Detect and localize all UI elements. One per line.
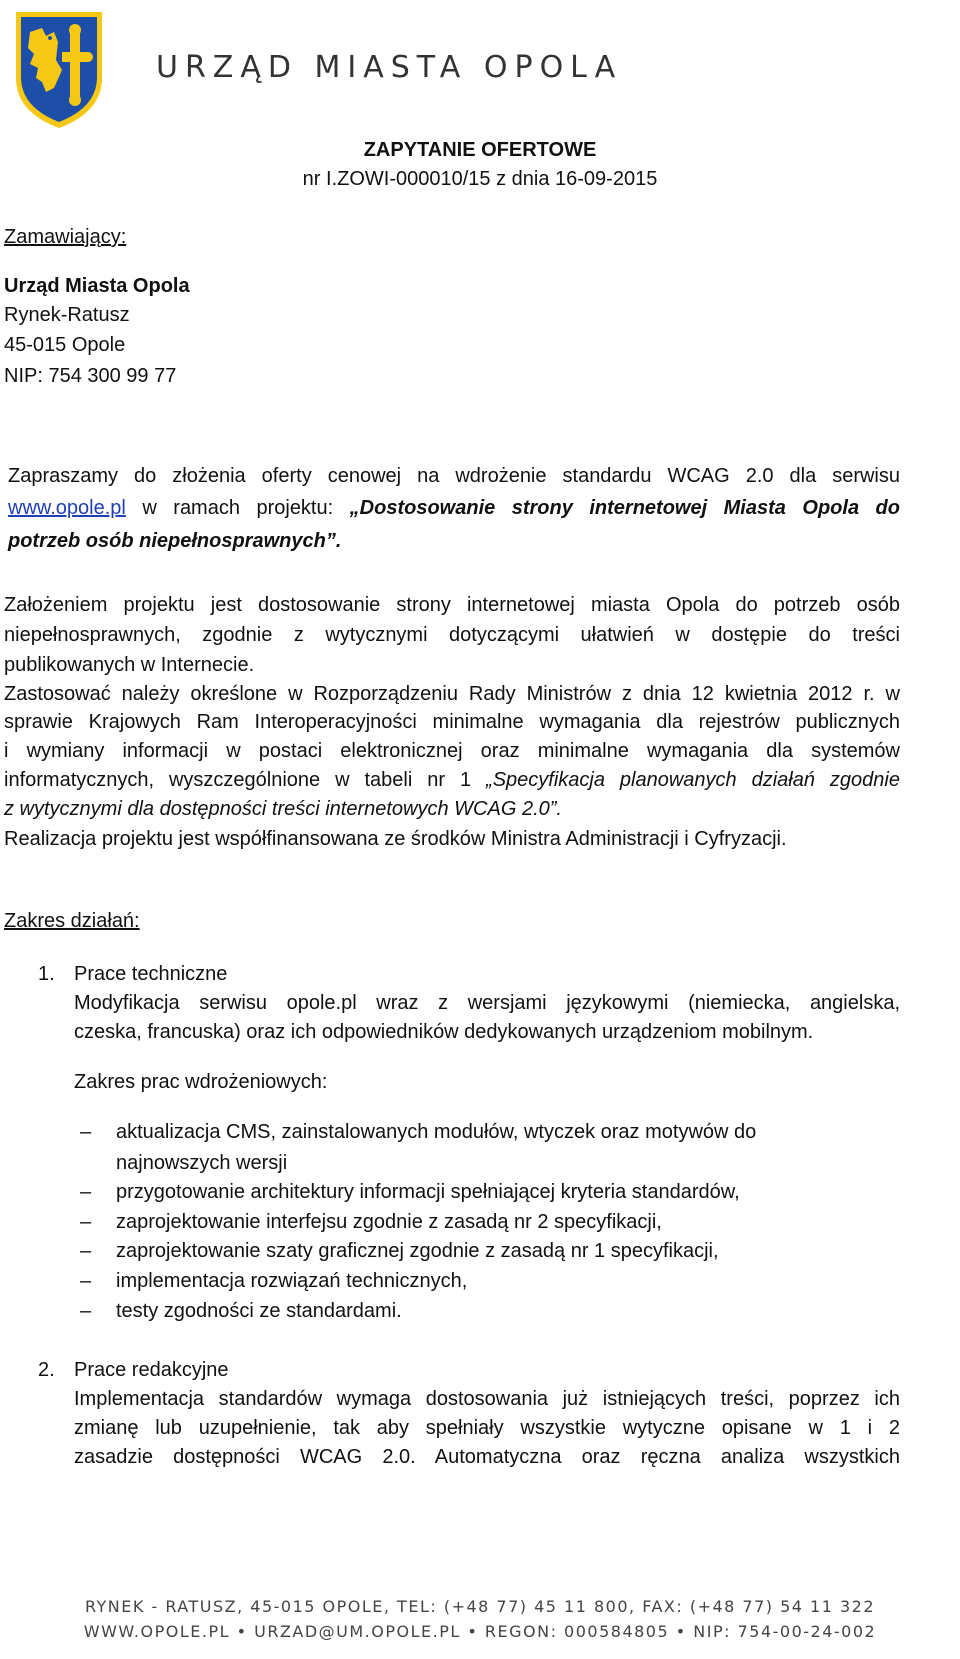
opole-website-link[interactable]: www.opole.pl (8, 497, 126, 519)
dash-bullet: – (80, 1181, 92, 1203)
regulation-line: i wymiany informacji w postaci elektronicznej oraz minimalne wymagania dla systemów (4, 740, 900, 762)
specification-name-part-1: „Specyfikacja planowanych działań zgodnie (486, 769, 900, 791)
client-label: Zamawiający: (4, 226, 127, 248)
document-title: ZAPYTANIE OFERTOWE (363, 139, 597, 161)
task-text: testy zgodności ze standardami. (116, 1300, 402, 1322)
client-name: Urząd Miasta Opola (4, 275, 190, 297)
dash-bullet: – (80, 1121, 92, 1143)
opole-coat-of-arms-logo (12, 8, 106, 130)
regulation-line-text: informatycznych, wyszczególnione w tabeli nr 1 (4, 769, 487, 791)
funding-note: Realizacja projektu jest współfinansowana ze środków Ministra Administracji i Cyfryzacji. (4, 828, 787, 850)
item-2-number: 2. (38, 1359, 55, 1381)
task-list-item (80, 1266, 870, 1297)
item-1-number: 1. (38, 963, 55, 985)
footer-contacts: WWW.OPOLE.PL • URZAD@UM.OPOLE.PL • REGON: 000584805 • NIP: 754-00-24-002 (83, 1622, 877, 1641)
task-text: przygotowanie architektury informacji spełniającej kryteria standardów, (116, 1181, 740, 1203)
office-name-wordmark: URZĄD MIASTA OPOLA (156, 50, 623, 85)
scope-label: Zakres działań: (4, 910, 140, 932)
task-list-item (80, 1296, 870, 1327)
client-city: 45-015 Opole (4, 334, 126, 356)
specification-name-part-2: z wytycznymi dla dostępności treści internetowych WCAG 2.0”. (4, 798, 562, 820)
document-number: nr I.ZOWI-000010/15 z dnia 16-09-2015 (302, 168, 658, 190)
item-2-title: Prace redakcyjne (74, 1359, 229, 1381)
item-2-description: zasadzie dostępności WCAG 2.0. Automatyczna oraz ręczna analiza wszystkich (74, 1446, 900, 1468)
task-list-item (80, 1117, 870, 1179)
task-list-item (80, 1236, 870, 1267)
intro-line: Założeniem projektu jest dostosowanie strony internetowej miasta Opola do potrzeb osób (4, 594, 900, 616)
task-text: zaprojektowanie szaty graficznej zgodnie z zasadą nr 1 specyfikacji, (116, 1240, 719, 1262)
task-text: zaprojektowanie interfejsu zgodnie z zasadą nr 2 specyfikacji, (116, 1211, 662, 1233)
task-list-item (80, 1207, 870, 1238)
item-1-title: Prace techniczne (74, 963, 228, 985)
dash-bullet: – (80, 1300, 92, 1322)
dash-bullet: – (80, 1240, 92, 1262)
intro-line: niepełnosprawnych, zgodnie z wytycznymi dotyczącymi ułatwień w dostępie do treści (4, 624, 900, 646)
footer-address: RYNEK - RATUSZ, 45-015 OPOLE, TEL: (+48 77) 45 11 800, FAX: (+48 77) 54 11 322 (84, 1597, 876, 1616)
invitation-line-2-text: w ramach projektu: (125, 497, 350, 519)
item-1-description: Modyfikacja serwisu opole.pl wraz z wersjami językowymi (niemiecka, angielska, (74, 992, 900, 1014)
invitation-line-1: Zapraszamy do złożenia oferty cenowej na wdrożenie standardu WCAG 2.0 dla serwisu (8, 465, 900, 487)
regulation-line: Zastosować należy określone w Rozporządzeniu Rady Ministrów z dnia 12 kwietnia 2012 r. w (4, 683, 900, 705)
invitation-line-2 (8, 493, 900, 524)
regulation-line: sprawie Krajowych Ram Interoperacyjności minimalne wymagania dla rejestrów publicznych (4, 711, 900, 733)
item-2-description: Implementacja standardów wymaga dostosowania już istniejących treści, poprzez ich (74, 1388, 900, 1410)
dash-bullet: – (80, 1270, 92, 1292)
task-text: implementacja rozwiązań technicznych, (116, 1270, 468, 1292)
item-2-description: zmianę lub uzupełnienie, tak aby spełniały wszystkie wytyczne opisane w 1 i 2 (74, 1417, 900, 1439)
task-list-item (80, 1177, 870, 1208)
dash-bullet: – (80, 1211, 92, 1233)
project-name-part-1: „Dostosowanie strony internetowej Miasta Opola do (349, 497, 900, 519)
implementation-scope-label: Zakres prac wdrożeniowych: (74, 1071, 328, 1093)
client-nip: NIP: 754 300 99 77 (4, 365, 177, 387)
regulation-line (4, 765, 900, 796)
project-name-part-2: potrzeb osób niepełnosprawnych”. (8, 530, 342, 552)
intro-line: publikowanych w Internecie. (4, 654, 255, 676)
task-text: najnowszych wersji (116, 1152, 288, 1174)
client-street: Rynek-Ratusz (4, 304, 130, 326)
item-1-description: czeska, francuska) oraz ich odpowiedników dedykowanych urządzeniom mobilnym. (74, 1021, 814, 1043)
task-text: aktualizacja CMS, zainstalowanych modułów, wtyczek oraz motywów do (116, 1121, 757, 1143)
